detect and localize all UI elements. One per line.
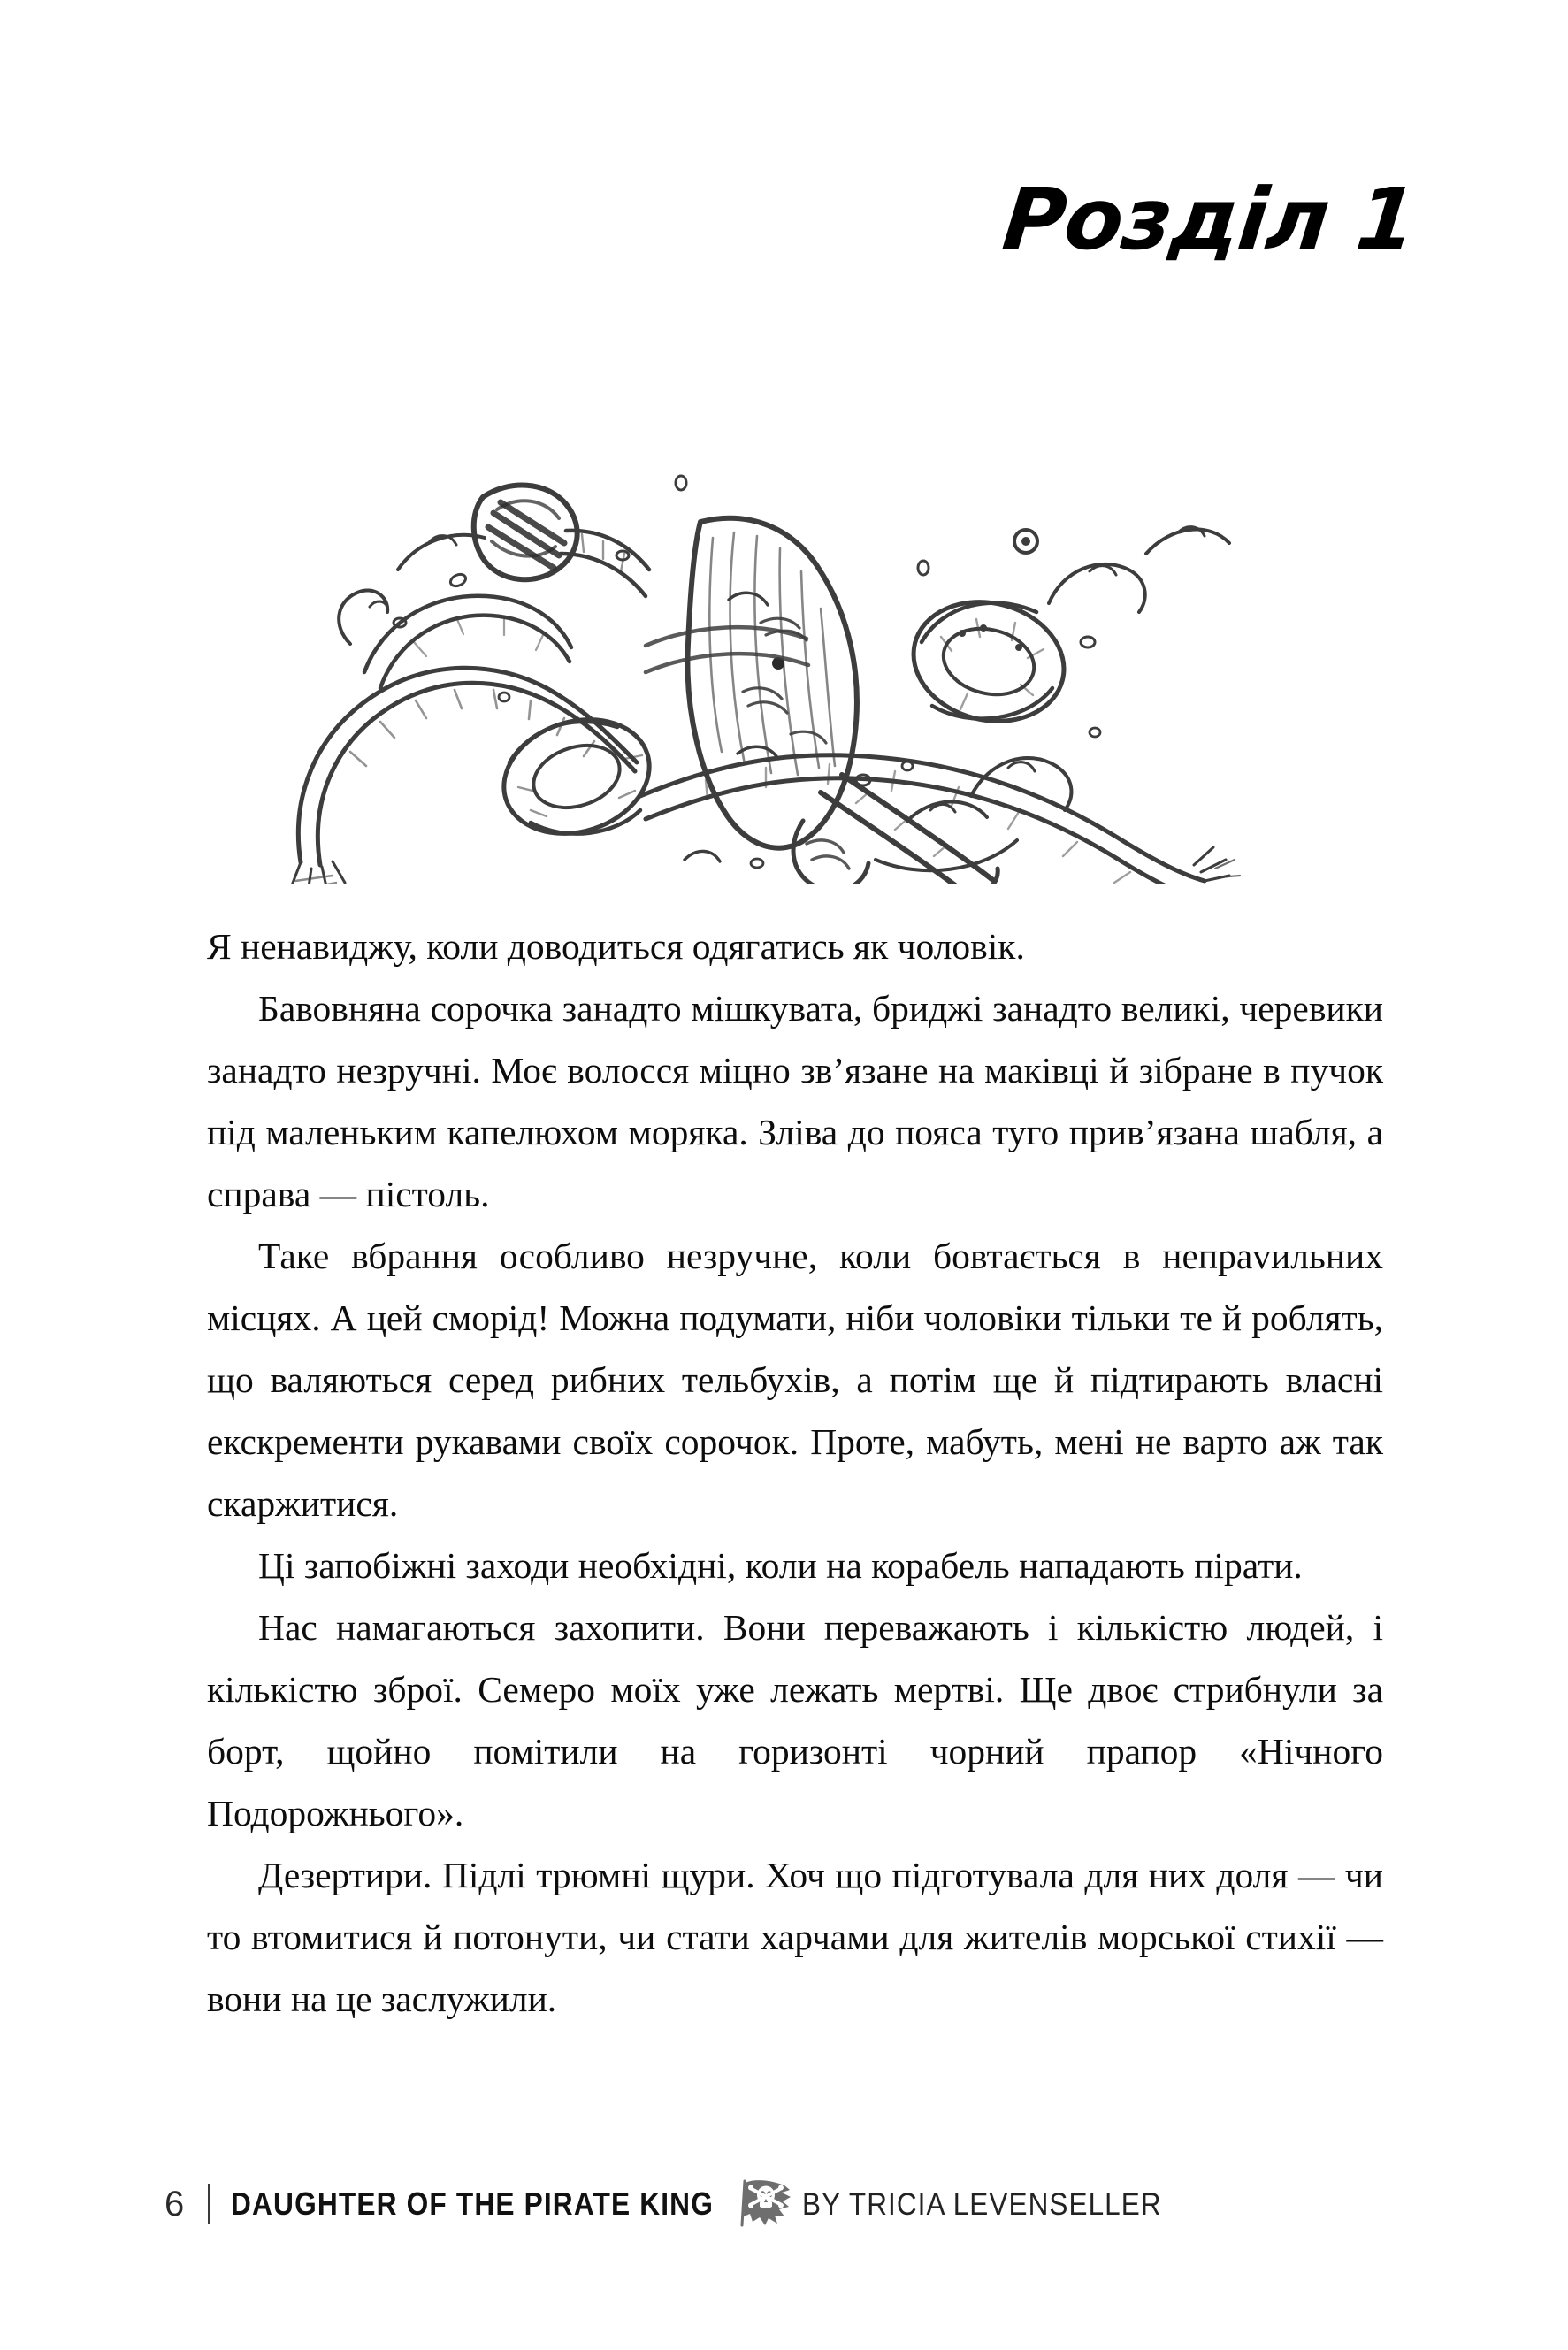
chapter-heading: Розділ 1	[998, 170, 1420, 269]
paragraph: Таке вбрання особливо незручне, коли бовтається в непраvильних місцях. А цей сморід! Можна подумати, ніби чоловіки тільки те й роблять, що валяються серед рибних тельбухів, а потім ще й підтирають власні екскременти рукавами своїх сорочок. Проте, мабуть, мені не варто аж так скаржитися.	[207, 1236, 1383, 1524]
paragraph: Ці запобіжні заходи необхідні, коли на корабель нападають пірати.	[258, 1545, 1303, 1586]
paragraph: Нас намагаються захопити. Вони переважають і кількістю людей, і кількістю зброї. Семеро моїх уже лежать мертві. Ще двоє стрибнули за борт, щойно помітили на горизонті чорний прапор «Нічного Подорожнього».	[207, 1607, 1383, 1833]
pirate-flag-icon	[738, 2178, 795, 2231]
pirate-flag-svg	[738, 2178, 795, 2227]
paragraph: Я ненавиджу, коли доводиться одягатись як чоловік.	[207, 926, 1025, 967]
pirate-gear-sketch-illustration	[265, 380, 1309, 884]
chapter-body-text	[207, 915, 1383, 2030]
footer-book-title: DAUGHTER OF THE PIRATE KING	[230, 2185, 714, 2222]
footer-divider	[208, 2184, 210, 2224]
footer-author-credit: BY TRICIA LEVENSELLER	[802, 2186, 1162, 2222]
illustration-svg	[265, 380, 1309, 884]
page-footer	[164, 2178, 1202, 2231]
paragraph: Бавовняна сорочка занадто мішкувата, бриджі занадто великі, черевики занадто незручні. Моє волосся міцно зв’язане на маківці й зібране в пучок під маленьким капелюхом моряка. Зліва до пояса туго прив’язана шабля, а справа — пістоль.	[207, 988, 1383, 1214]
paragraph: Дезертири. Підлі трюмні щури. Хоч що підготувала для них доля — чи то втомитися й потонути, чи стати харчами для жителів морської стихії — вони на це заслужили.	[207, 1855, 1383, 2019]
page-number: 6	[164, 2185, 185, 2224]
